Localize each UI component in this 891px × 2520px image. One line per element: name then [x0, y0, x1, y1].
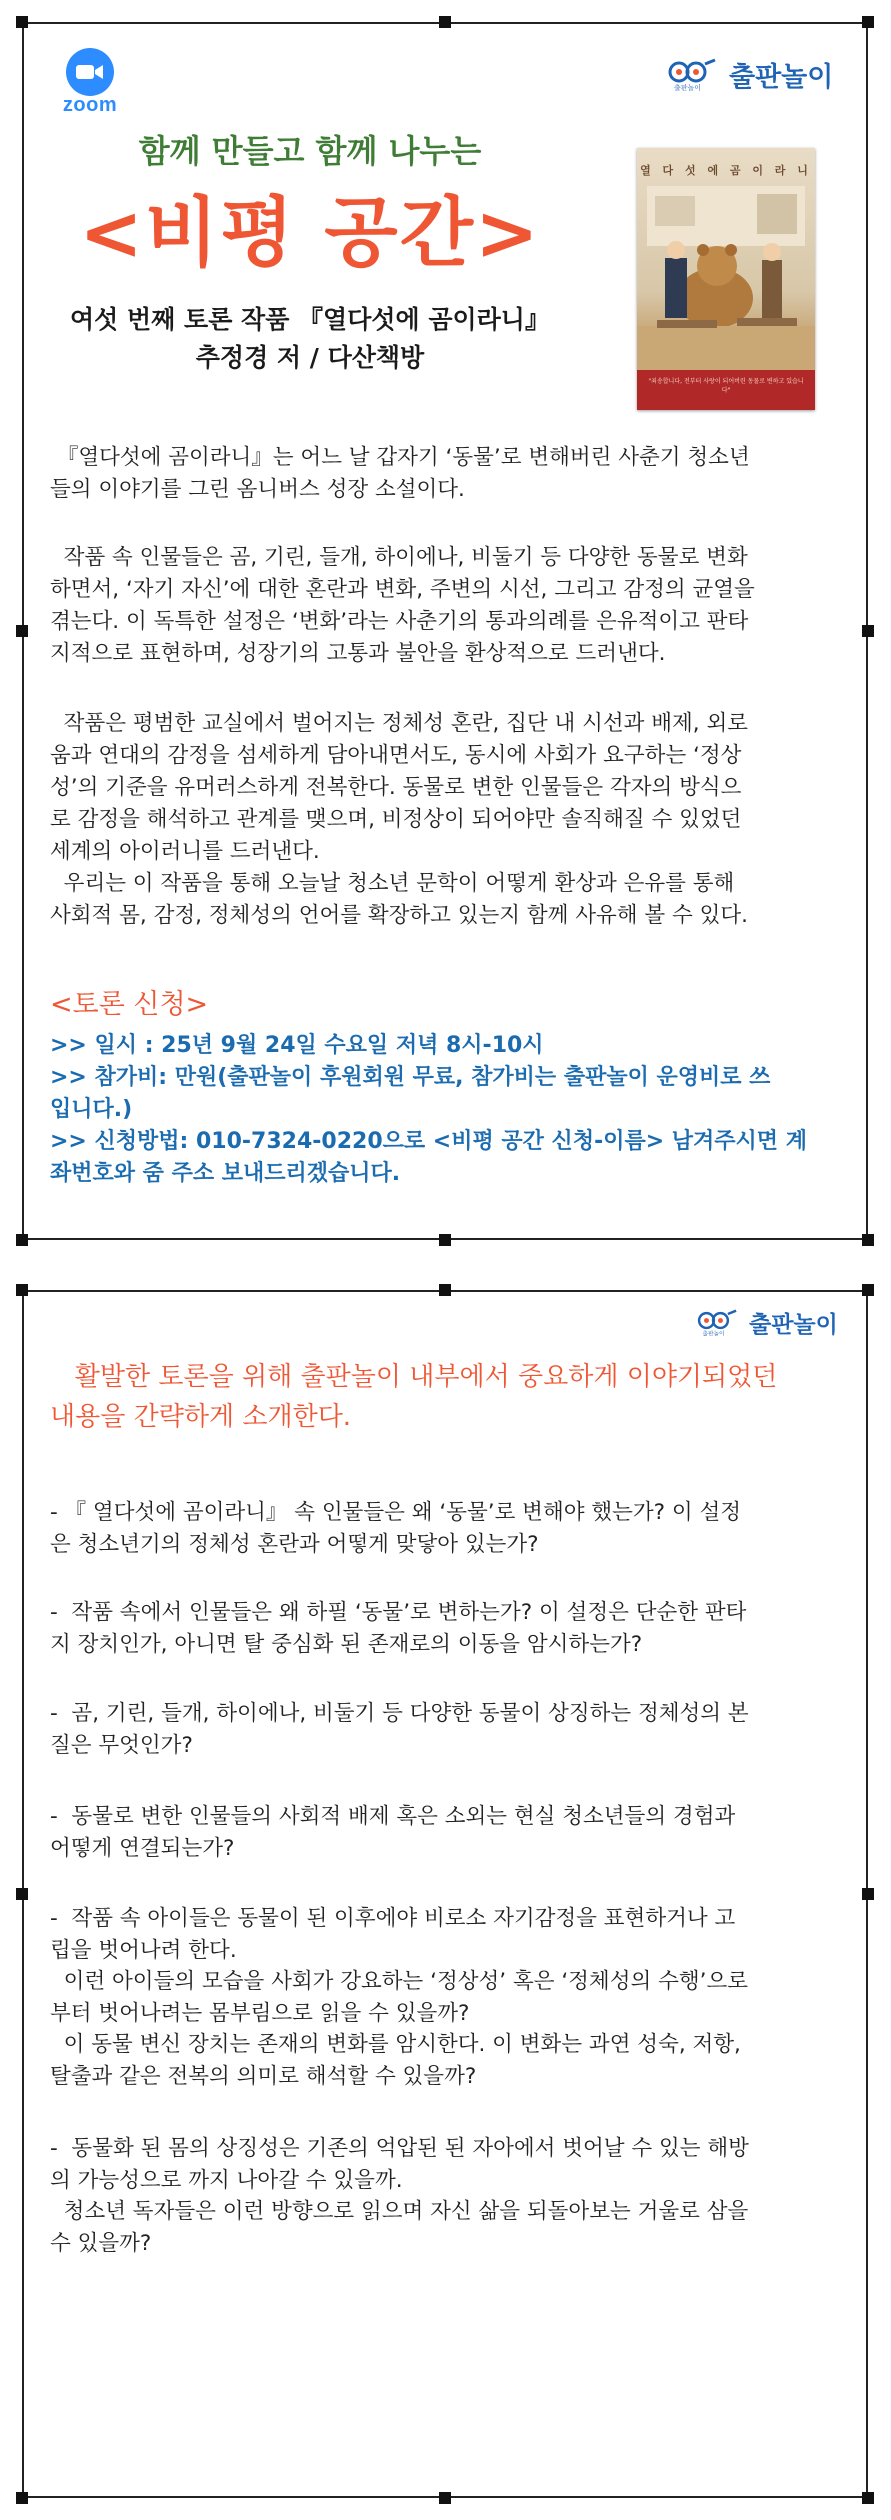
book-info: 여섯 번째 토론 작품 『열다섯에 곰이라니』 [70, 305, 550, 334]
publisher-logo-subtext: 출판놀이 [674, 83, 702, 92]
event-title: <비평 공간> [79, 188, 541, 277]
summary-paragraph: 우리는 이 작품을 통해 오늘날 청소년 문학이 어떻게 환상과 은유를 통해 사회적 몸, 감정, 정체성의 언어를 확장하고 있는지 함께 사유해 볼 수 있다. [50, 871, 748, 928]
discussion-intro: 활발한 토론을 위해 출판놀이 내부에서 중요하게 이야기되었던 내용을 간략하게 소개한다. [50, 1362, 778, 1432]
publisher-logo-subtext: 출판놀이 [702, 1330, 725, 1337]
resize-handle[interactable] [862, 625, 874, 637]
zoom-label: zoom [62, 94, 118, 116]
resize-handle[interactable] [862, 2492, 874, 2504]
resize-handle[interactable] [16, 2492, 28, 2504]
event-subtitle: 함께 만들고 함께 나누는 [138, 132, 482, 170]
resize-handle[interactable] [862, 16, 874, 28]
zoom-logo [44, 48, 134, 120]
apply-section-title: <토론 신청> [50, 989, 209, 1020]
apply-method: >> 신청방법: 010-7324-0220으로 <비평 공간 신청-이름> 남겨주시면 계 좌번호와 줌 주소 보내드리겠습니다. [50, 1129, 807, 1186]
book-author: 추정경 저 / 다산책방 [195, 343, 425, 372]
discussion-question: - 곰, 기린, 들개, 하이에나, 비둘기 등 다양한 동물이 상징하는 정체성의 본 질은 무엇인가? [50, 1701, 749, 1758]
resize-handle[interactable] [16, 16, 28, 28]
summary-paragraph: 작품 속 인물들은 곰, 기린, 들개, 하이에나, 비둘기 등 다양한 동물로 변화 하면서, ‘자기 자신’에 대한 혼란과 변화, 주변의 시선, 그리고 감정의 균열을 겪는다. 이 독특한 설정은 ‘변화’라는 사춘기의 통과의례를 은유적이고 판타 지적으로 표현하며, 성장기의 고통과 불안을 환상적으로 드러낸다. [50, 545, 755, 666]
event-date: >> 일시 : 25년 9월 24일 수요일 저녁 8시-10시 [50, 1033, 544, 1058]
book-cover-title: 열 다 섯 에 곰 이 라 니 [640, 164, 812, 177]
resize-handle[interactable] [439, 1234, 451, 1246]
discussion-question: - 동물화 된 몸의 상징성은 기존의 억압된 된 자아에서 벗어날 수 있는 해방 의 가능성으로 까지 나아갈 수 있을까. 청소년 독자들은 이런 방향으로 읽으며 자신 삶을 되돌아보는 거울로 삼을 수 있을까? [50, 2136, 749, 2256]
event-fee: >> 참가비: 만원(출판놀이 후원회원 무료, 참가비는 출판놀이 운영비로 쓰 입니다.) [50, 1065, 771, 1122]
resize-handle[interactable] [16, 1284, 28, 1296]
resize-handle[interactable] [16, 1888, 28, 1900]
resize-handle[interactable] [439, 2492, 451, 2504]
summary-paragraph: 『열다섯에 곰이라니』는 어느 날 갑자기 ‘동물’로 변해버린 사춘기 청소년 들의 이야기를 그린 옴니버스 성장 소설이다. [50, 445, 750, 502]
resize-handle[interactable] [862, 1284, 874, 1296]
resize-handle[interactable] [16, 1234, 28, 1246]
resize-handle[interactable] [862, 1888, 874, 1900]
book-cover-illustration [637, 148, 815, 370]
discussion-question: - 『 열다섯에 곰이라니』 속 인물들은 왜 ‘동물’로 변해야 했는가? 이 설정 은 청소년기의 정체성 혼란과 어떻게 맞닿아 있는가? [50, 1500, 742, 1557]
publisher-name: 출판놀이 [729, 62, 834, 93]
publisher-logo [695, 1306, 838, 1339]
discussion-question: - 동물로 변한 인물들의 사회적 배제 혹은 소외는 현실 청소년들의 경험과 어떻게 연결되는가? [50, 1804, 736, 1861]
zoom-camera-icon [66, 48, 114, 96]
discussion-card [22, 1290, 868, 2498]
resize-handle[interactable] [862, 1234, 874, 1246]
discussion-question: - 작품 속에서 인물들은 왜 하필 ‘동물’로 변하는가? 이 설정은 단순한 판타 지 장치인가, 아니면 탈 중심화 된 존재로의 이동을 암시하는가? [50, 1600, 747, 1657]
book-cover-image [637, 148, 815, 410]
publisher-logo [665, 55, 833, 94]
publisher-name: 출판놀이 [749, 1312, 838, 1338]
resize-handle[interactable] [16, 625, 28, 637]
resize-handle[interactable] [439, 1284, 451, 1296]
discussion-question: - 작품 속 아이들은 동물이 된 이후에야 비로소 자기감정을 표현하거나 고 립을 벗어나려 한다. 이런 아이들의 모습을 사회가 강요하는 ‘정상성’ 혹은 ‘정체성의 수행’으로 부터 벗어나려는 몸부림으로 읽을 수 있을까? 이 동물 변신 장치는 존재의 변화를 암시한다. 이 변화는 과연 성숙, 저항, 탈출과 같은 전복의 의미로 해석할 수 있을까? [50, 1906, 748, 2089]
publisher-logo-icon [665, 58, 721, 92]
book-cover-quote: "죄송합니다, 전부터 사랑이 되어버린 동물로 변하고 있습니다" [648, 378, 804, 394]
resize-handle[interactable] [439, 16, 451, 28]
publisher-logo-icon [695, 1308, 741, 1338]
summary-paragraph: 작품은 평범한 교실에서 벌어지는 정체성 혼란, 집단 내 시선과 배제, 외로 움과 연대의 감정을 섬세하게 담아내면서도, 동시에 사회가 요구하는 ‘정상 성’의 기준을 유머러스하게 전복한다. 동물로 변한 인물들은 각자의 방식으 로 감정을 해석하고 관계를 맺으며, 비정상이 되어야만 솔직해질 수 있었던 세계의 아이러니를 드러낸다. [50, 711, 748, 864]
